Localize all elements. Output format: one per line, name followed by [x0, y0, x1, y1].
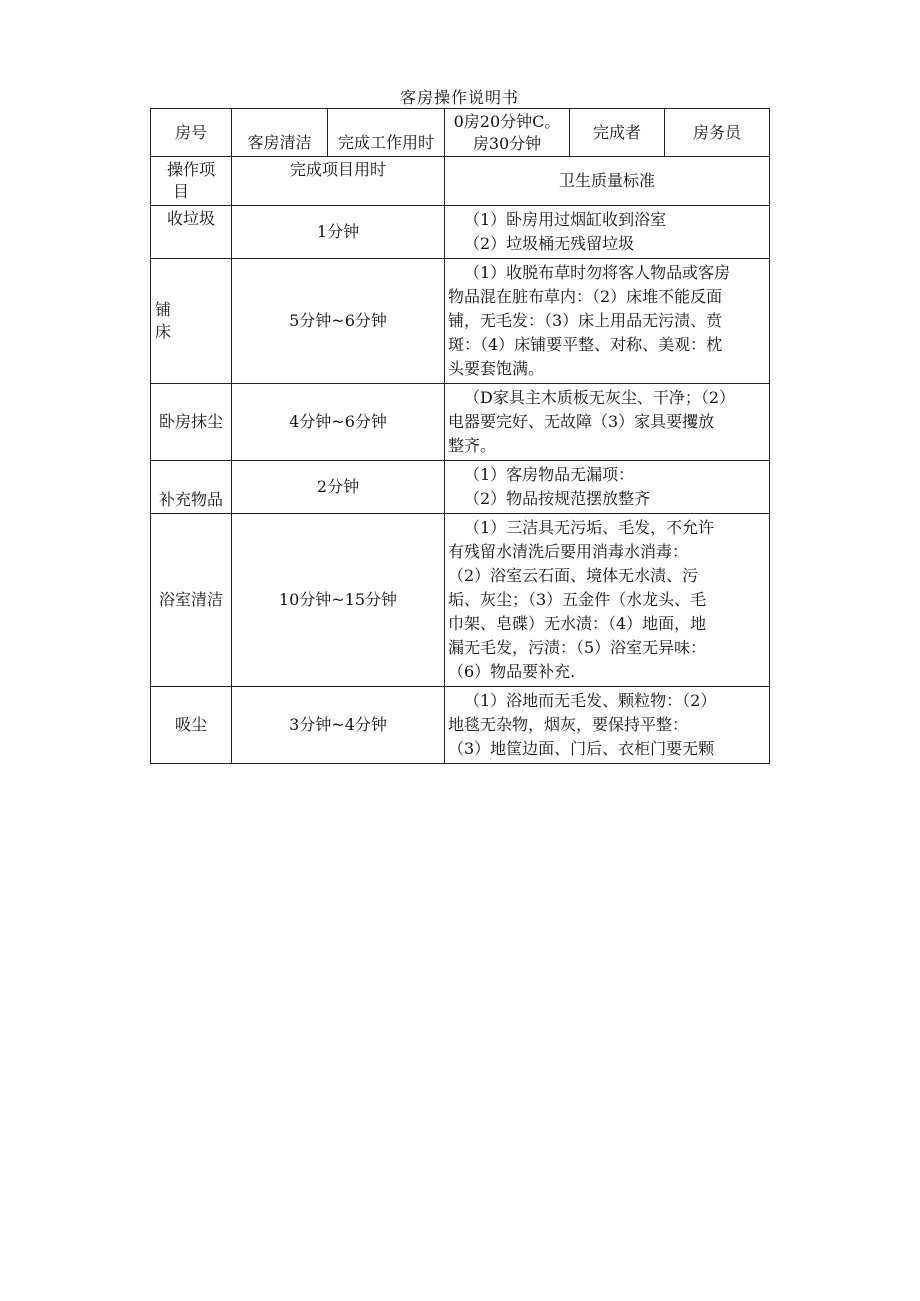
row-item-line1: 铺	[155, 300, 172, 319]
row-time: 4分钟~6分钟	[232, 384, 445, 461]
table-row	[151, 687, 770, 764]
standard-line: 垢、灰尘；（3）五金件（水龙头、毛	[448, 590, 707, 609]
work-time-value-line1: 0房20分钟C。	[453, 111, 561, 131]
col-item-line2: 目	[173, 182, 190, 201]
table-row	[151, 259, 770, 384]
row-time: 3分钟~4分钟	[232, 687, 445, 764]
work-time-label: 完成工作用时	[328, 109, 445, 157]
col-time: 完成项目用时	[232, 157, 445, 206]
standard-line: 漏无毛发，污渍：（5）浴室无异味：	[448, 638, 707, 657]
row-item: 补充物品	[151, 461, 232, 514]
standard-line: （2）垃圾桶无残留垃圾	[464, 234, 635, 253]
standard-line: （1）客房物品无漏项：	[464, 465, 635, 484]
standard-line: （6）物品要补充.	[448, 662, 576, 681]
table-row	[151, 206, 770, 259]
row-time: 5分钟~6分钟	[232, 259, 445, 384]
standard-line: 整齐。	[448, 436, 497, 455]
completed-by-label: 完成者	[570, 109, 665, 157]
work-time-value-line2: 房30分钟	[472, 133, 542, 153]
row-standard	[445, 514, 770, 687]
row-item: 卧房抹尘	[151, 384, 232, 461]
standard-line: 地毯无杂物，烟灰，要保持平整：	[448, 715, 689, 734]
row-standard	[445, 206, 770, 259]
standard-line: 头要套饱满。	[448, 359, 545, 378]
completed-by-value: 房务员	[665, 109, 770, 157]
standard-line: 铺，无毛发：（3）床上用品无污渍、贲	[448, 311, 723, 330]
col-standard: 卫生质量标准	[445, 157, 770, 206]
table-row	[151, 514, 770, 687]
col-item	[151, 157, 232, 206]
row-item: 收垃圾	[151, 206, 232, 259]
col-item-line1: 操作项	[166, 160, 215, 179]
standard-line: 有残留水清洗后要用消毒水消毒：	[448, 542, 689, 561]
document-title: 客房操作说明书	[399, 88, 519, 107]
standard-line: （1）浴地而无毛发、颗粒物：（2）	[464, 691, 717, 710]
standard-line: 巾架、皂碟）无水渍：（4）地面，地	[448, 614, 707, 633]
row-standard	[445, 259, 770, 384]
standard-line: （D家具主木质板无灰尘、干净；（2）	[464, 388, 736, 407]
standard-line: （1）卧房用过烟缸收到浴室	[464, 210, 667, 229]
table-row	[151, 461, 770, 514]
header-row	[151, 109, 770, 157]
row-time: 1分钟	[232, 206, 445, 259]
row-standard	[445, 687, 770, 764]
standard-line: （1）三洁具无污垢、毛发，不允许	[464, 518, 715, 537]
operation-table	[150, 108, 769, 764]
standard-line: 电器要完好、无故障（3）家具要攫放	[448, 412, 715, 431]
row-standard	[445, 461, 770, 514]
row-item-line2: 床	[155, 322, 172, 341]
standard-line: （2）浴室云石面、境体无水渍、污	[448, 566, 699, 585]
standard-line: （2）物品按规范摆放整齐	[464, 489, 651, 508]
row-time: 2分钟	[232, 461, 445, 514]
work-time-value	[445, 109, 570, 157]
row-standard	[445, 384, 770, 461]
cleaning-label: 客房清洁	[232, 109, 328, 157]
row-item	[151, 259, 232, 384]
standard-line: （1）收脱布草时勿将客人物品或客房	[464, 263, 731, 282]
standard-line: （3）地筐边面、门后、衣柜门要无颗	[448, 739, 715, 758]
table-row	[151, 384, 770, 461]
column-header-row	[151, 157, 770, 206]
standard-line: 斑：（4）床铺要平整、对称、美观：枕	[448, 335, 723, 354]
row-item: 吸尘	[151, 687, 232, 764]
row-item: 浴室清洁	[151, 514, 232, 687]
room-no-label: 房号	[151, 109, 232, 157]
row-time: 10分钟~15分钟	[232, 514, 445, 687]
standard-line: 物品混在脏布草内：（2）床堆不能反面	[448, 287, 723, 306]
